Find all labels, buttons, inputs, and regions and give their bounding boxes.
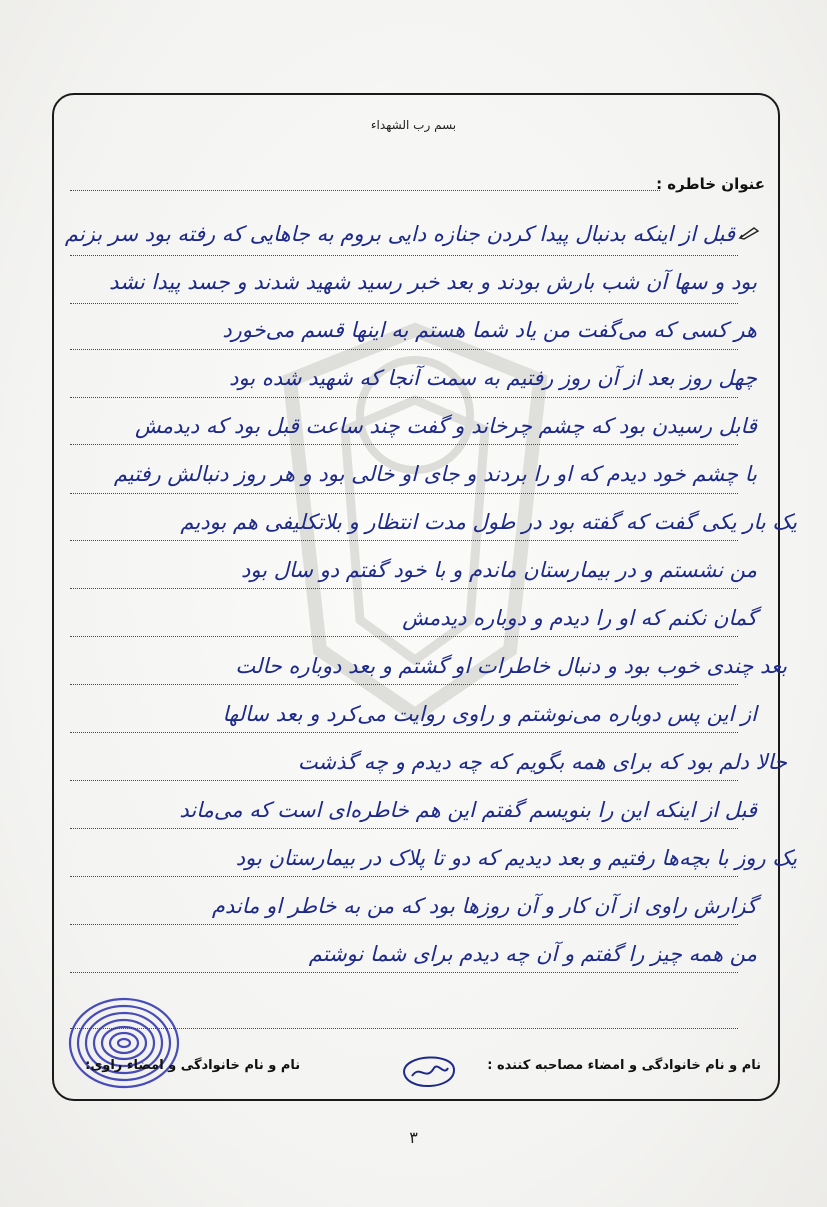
handwritten-line: من همه چیز را گفتم و آن چه دیدم برای شما نوشتم (308, 942, 757, 966)
ruled-line (70, 397, 738, 398)
handwritten-line: قابل رسیدن بود که چشم چرخاند و گفت چند ساعت قبل بود که دیدمش (135, 414, 757, 438)
ruled-line (70, 780, 738, 781)
ruled-line (70, 588, 738, 589)
handwritten-line: حالا دلم بود که برای همه بگویم که چه دیدم و چه گذشت (297, 750, 787, 774)
ruled-line (70, 732, 738, 733)
handwritten-line: یک بار یکی گفت که گفته بود در طول مدت انتظار و بلاتکلیفی هم بودیم (180, 510, 797, 534)
handwritten-line: قبل از اینکه این را بنویسم گفتم این هم خاطره‌ای است که می‌ماند (179, 798, 757, 822)
ruled-line (70, 349, 738, 350)
handwritten-line: یک روز با بچه‌ها رفتیم و بعد دیدیم که دو تا پلاک در بیمارستان بود (235, 846, 797, 870)
page-header: بسم رب الشهداء (370, 118, 457, 132)
handwritten-line: هر کسی که می‌گفت من یاد شما هستم به اینها قسم می‌خورد (222, 318, 757, 342)
ruled-line (70, 540, 738, 541)
handwritten-line: گزارش راوی از آن کار و آن روزها بود که من به خاطر او ماندم (211, 894, 757, 918)
ruled-line (70, 828, 738, 829)
thumbprint-mark (54, 988, 186, 1098)
memoir-title-label: عنوان خاطره : (656, 175, 765, 193)
ruled-line (70, 924, 738, 925)
ruled-line (70, 444, 738, 445)
handwritten-line: گمان نکنم که او را دیدم و دوباره دیدمش (402, 606, 757, 630)
ruled-line (70, 636, 738, 637)
handwritten-line: من نشستم و در بیمارستان ماندم و با خود گفتم دو سال بود (240, 558, 757, 582)
handwritten-line: از این پس دوباره می‌نوشتم و راوی روایت می‌کرد و بعد سالها (222, 702, 757, 726)
ruled-line (70, 255, 738, 256)
ruled-line (70, 493, 738, 494)
ruled-line (70, 876, 738, 877)
signature-mark (398, 1046, 460, 1098)
ruled-line (70, 972, 738, 973)
handwritten-line: قبل از اینکه بدنبال پیدا کردن جنازه دایی بروم به جاهایی که رفته بود سر بزنم (64, 222, 735, 246)
pen-icon (738, 226, 760, 240)
ruled-line (70, 684, 738, 685)
handwritten-line: بود و سها آن شب بارش بودند و بعد خبر رسید شهید شدند و جسد پیدا نشد (109, 270, 757, 294)
handwritten-line: چهل روز بعد از آن روز رفتیم به سمت آنجا که شهید شده بود (229, 366, 757, 390)
interviewer-signature-label: نام و نام خانوادگی و امضاء مصاحبه کننده : (487, 1058, 761, 1073)
handwritten-line: با چشم خود دیدم که او را بردند و جای او خالی بود و هر روز دنبالش رفتیم (113, 462, 757, 486)
title-rule (70, 190, 660, 191)
page-number: ۳ (409, 1128, 418, 1147)
ruled-line (70, 303, 738, 304)
narrator-signature-label: نام و نام خانوادگی و امضاء راوی: (85, 1058, 301, 1073)
handwritten-line: بعد چندی خوب بود و دنبال خاطرات او گشتم و بعد دوباره حالت (235, 654, 787, 678)
